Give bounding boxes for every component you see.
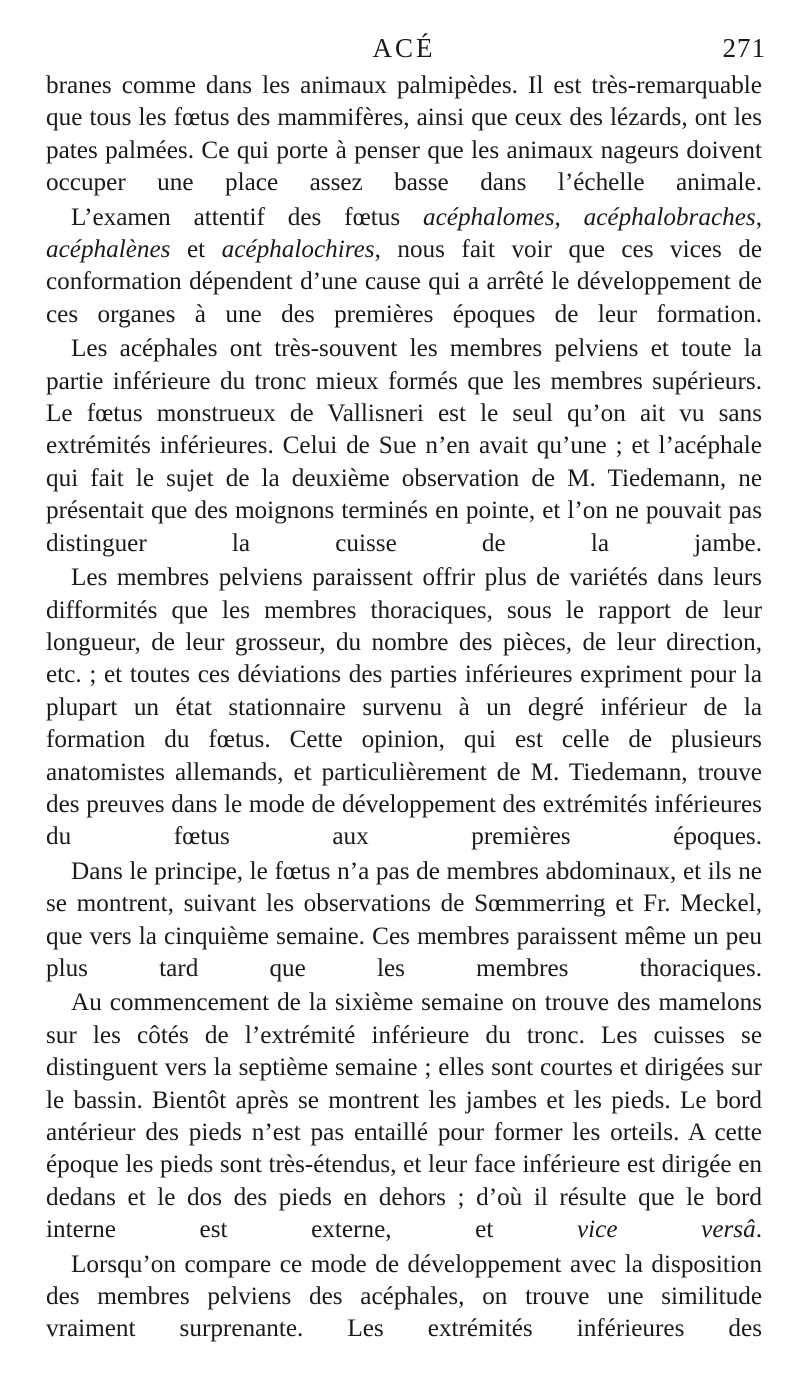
text-run: , xyxy=(755,203,763,231)
paragraph xyxy=(46,333,762,560)
italic-term: vice versâ xyxy=(576,1216,756,1244)
text-run: Lorsqu’on compare ce mode de développement avec la disposition des membres pelviens des acéphales, on trouve une similitude vraiment surprenante. Les extrémités inférieures des xyxy=(46,1250,762,1343)
text-run: Dans le principe, le fœtus n’a pas de membres abdominaux, et ils ne se montrent, suivant les observations de Sœmmerring et Fr. Meckel, que vers la cinquième semaine. Ces membres paraissent même un peu plus tard que les membres thoraciques. xyxy=(46,857,762,982)
text-run: L’examen attentif des fœtus xyxy=(71,203,423,231)
paragraph xyxy=(46,987,762,1246)
text-run: , nous fait voir que ces vices de conformation dépendent d’une cause qui a arrêté le développement de ces organes à une des premières époques de leur formation. xyxy=(46,236,762,328)
text-run: . xyxy=(755,1216,762,1244)
body-text xyxy=(46,70,762,1346)
page-number: 271 xyxy=(722,33,766,63)
paragraph xyxy=(46,562,762,854)
italic-term: acéphalomes xyxy=(423,203,555,231)
italic-term: acéphalochires xyxy=(221,236,375,264)
text-run: branes comme dans les animaux palmipèdes. Il est très-remarquable que tous les fœtus des mammifères, ainsi que ceux des lézards, ont les pates palmées. Ce qui porte à penser que les animaux nageurs doivent occuper une place assez basse dans l’échelle animale. xyxy=(46,72,762,197)
paragraph xyxy=(46,202,762,332)
paragraph-continuation xyxy=(46,70,762,200)
paragraph xyxy=(46,856,762,986)
italic-term: acéphalobraches xyxy=(583,203,756,231)
text-run: , xyxy=(554,203,584,231)
text-run: Au commencement de la sixième semaine on trouve des mamelons sur les côtés de l’extrémité inférieure du tronc. Les cuisses se distinguent vers la septième semaine ; elles sont courtes et dirigées sur le bassin. Bientôt après se montrent les jambes et les pieds. Le bord antérieur des pieds n’est pas entaillé pour former les orteils. A cette époque les pieds sont très-étendus, et leur face inférieure est dirigée en dedans et le dos des pieds en dehors ; d’où il résulte que le bord interne est externe, et xyxy=(46,989,762,1244)
text-run: et xyxy=(170,236,222,264)
text-run: Les membres pelviens paraissent offrir plus de variétés dans leurs difformités que les membres thoraciques, sous le rapport de leur longueur, de leur grosseur, du nombre des pièces, de leur direction, etc. ; et toutes ces déviations des parties inférieures expriment pour la plupart un état stationnaire survenu à un degré inférieur de la formation du fœtus. Cette opinion, qui est celle de plusieurs anatomistes allemands, et particulièrement de M. Tiedemann, trouve des preuves dans le mode de développement des extrémités inférieures du fœtus aux premières époques. xyxy=(46,564,762,851)
italic-term: acéphalènes xyxy=(46,236,171,264)
running-head-title: ACÉ xyxy=(372,33,436,63)
running-head xyxy=(42,30,766,66)
paragraph-continues-next-page xyxy=(46,1249,762,1346)
text-run: Les acéphales ont très-souvent les membres pelviens et toute la partie inférieure du tronc mieux formés que les membres supérieurs. Le fœtus monstrueux de Vallisneri est le seul qu’on ait vu sans extrémités inférieures. Celui de Sue n’en avait qu’une ; et l’acéphale qui fait le sujet de la deuxième observation de M. Tiedemann, ne présentait que des moignons terminés en pointe, et l’on ne pouvait pas distinguer la cuisse de la jambe. xyxy=(46,335,762,557)
